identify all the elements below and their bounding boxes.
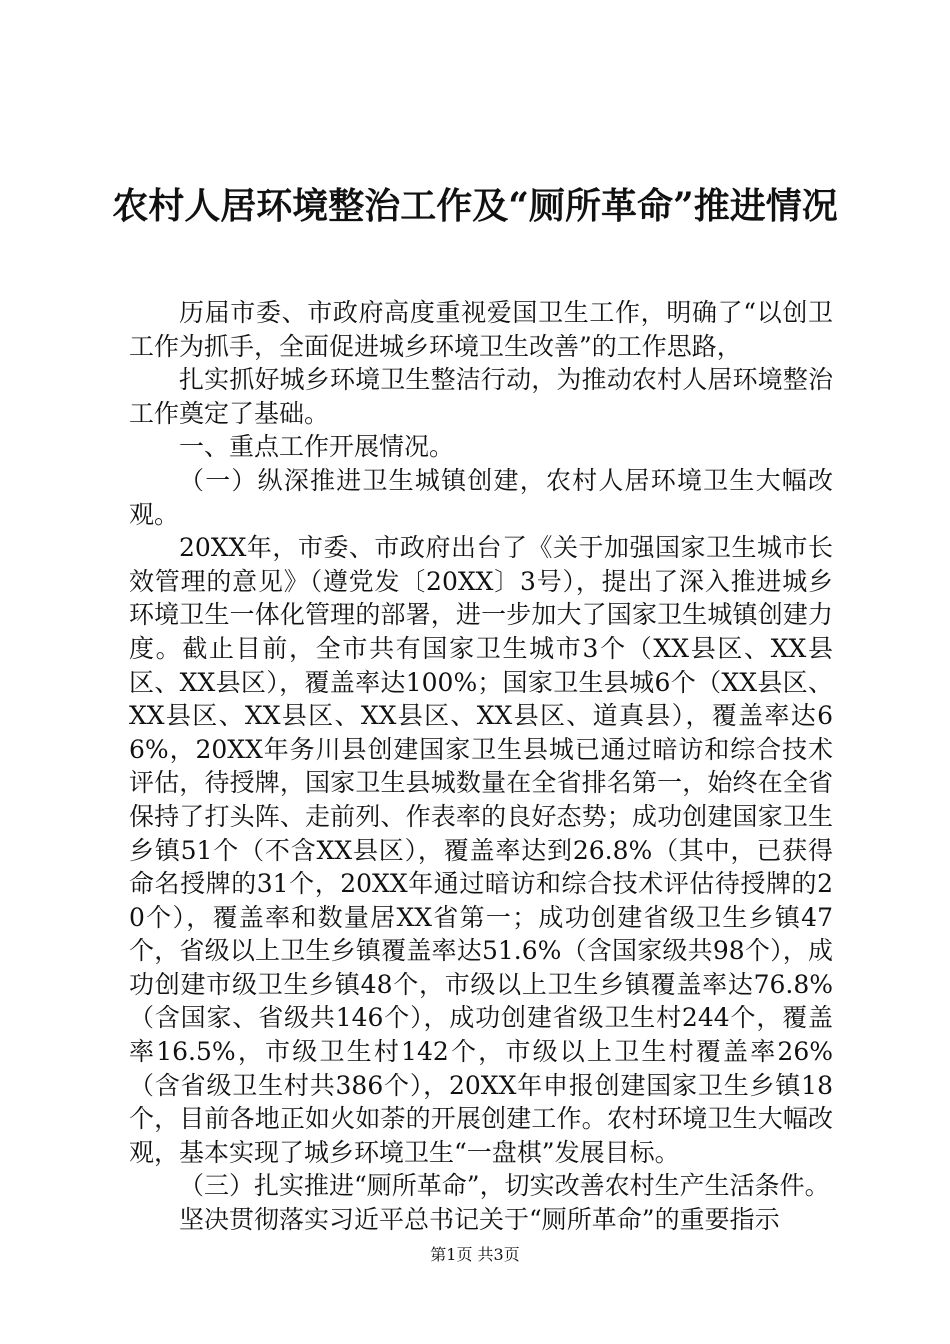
page-number-footer: 第1页 共3页: [430, 1245, 520, 1264]
paragraph-intro-2: 扎实抓好城乡环境卫生整洁行动，为推动农村人居环境整治工作奠定了基础。: [129, 365, 833, 428]
subsection-heading-1: （一）纵深推进卫生城镇创建，农村人居环境卫生大幅改观。: [129, 465, 833, 529]
paragraph-intro-1: 历届市委、市政府高度重视爱国卫生工作，明确了“以创卫工作为抓手，全面促进城乡环境卫生改善”的工作思路，: [129, 298, 833, 361]
document-body: [129, 296, 833, 1237]
paragraph-continuation: 坚决贯彻落实习近平总书记关于“厕所革命”的重要指示: [179, 1205, 780, 1235]
subsection-heading-3: （三）扎实推进“厕所革命”，切实改善农村生产生活条件。: [179, 1171, 830, 1201]
document-title: 农村人居环境整治工作及“厕所革命”推进情况: [112, 185, 838, 227]
section-heading-1: 一、重点工作开展情况。: [179, 432, 455, 462]
paragraph-statistics: 20XX年，市委、市政府出台了《关于加强国家卫生城市长效管理的意见》（遵党发〔20XX〕3号），提出了深入推进城乡环境卫生一体化管理的部署，进一步加大了国家卫生城镇创建力度。截止目前，全市共有国家卫生城市3个（XX县区、XX县区、XX县区），覆盖率达100%；国家卫生县城6个（XX县区、XX县区、XX县区、XX县区、XX县区、道真县），覆盖率达66%，20XX年务川县创建国家卫生县城已通过暗访和综合技术评估，待授牌，国家卫生县城数量在全省排名第一，始终在全省保持了打头阵、走前列、作表率的良好态势；成功创建国家卫生乡镇51个（不含XX县区），覆盖率达到26.8%（其中，已获得命名授牌的31个，20XX年通过暗访和综合技术评估待授牌的20个），覆盖率和数量居XX省第一；成功创建省级卫生乡镇47个，省级以上卫生乡镇覆盖率达51.6%（含国家级共98个），成功创建市级卫生乡镇48个，市级以上卫生乡镇覆盖率达76.8%（含国家、省级共146个），成功创建省级卫生村244个，覆盖率16.5%，市级卫生村142个，市级以上卫生村覆盖率26%（含省级卫生村共386个），20XX年申报创建国家卫生乡镇18个，目前各地正如火如荼的开展创建工作。农村环境卫生大幅改观，基本实现了城乡环境卫生“一盘棋”发展目标。: [129, 533, 833, 1167]
